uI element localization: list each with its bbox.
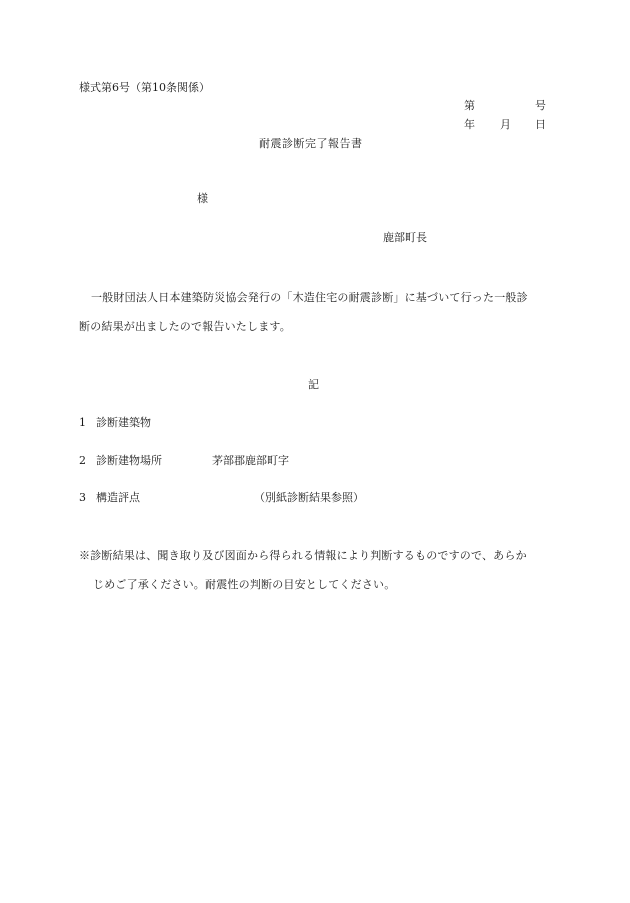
- date-day: 日: [535, 118, 546, 131]
- note-line-2: じめご了承ください。耐震性の判断の目安としてください。: [93, 578, 396, 591]
- item-1-label: 診断建築物: [96, 416, 151, 429]
- date-month: 月: [500, 118, 511, 131]
- date-year: 年: [464, 118, 475, 131]
- ki-heading: 記: [308, 378, 319, 391]
- sender-name: 鹿部町長: [383, 231, 427, 244]
- addressee-suffix: 様: [197, 192, 208, 205]
- body-line-1: 一般財団法人日本建築防災協会発行の「木造住宅の耐震診断」に基づいて行った一般診: [91, 291, 528, 304]
- note-line-1: ※診断結果は、聞き取り及び図面から得られる情報により判断するものですので、あらか: [79, 549, 527, 562]
- item-3-label: 構造評点: [96, 491, 140, 504]
- body-line-2: 断の結果が出ましたので報告いたします。: [79, 320, 291, 333]
- item-2-label: 診断建物場所: [96, 454, 162, 467]
- doc-number-prefix: 第: [464, 99, 475, 112]
- item-2-number: 2: [79, 454, 86, 467]
- item-3-number: 3: [79, 491, 86, 504]
- doc-number-suffix: 号: [535, 99, 546, 112]
- item-3-value: （別紙診断結果参照）: [254, 491, 364, 504]
- form-label: 様式第6号（第10条関係）: [79, 81, 210, 94]
- item-2-value: 茅部郡鹿部町字: [212, 454, 289, 467]
- document-title: 耐震診断完了報告書: [259, 137, 363, 150]
- item-1-number: 1: [79, 416, 86, 429]
